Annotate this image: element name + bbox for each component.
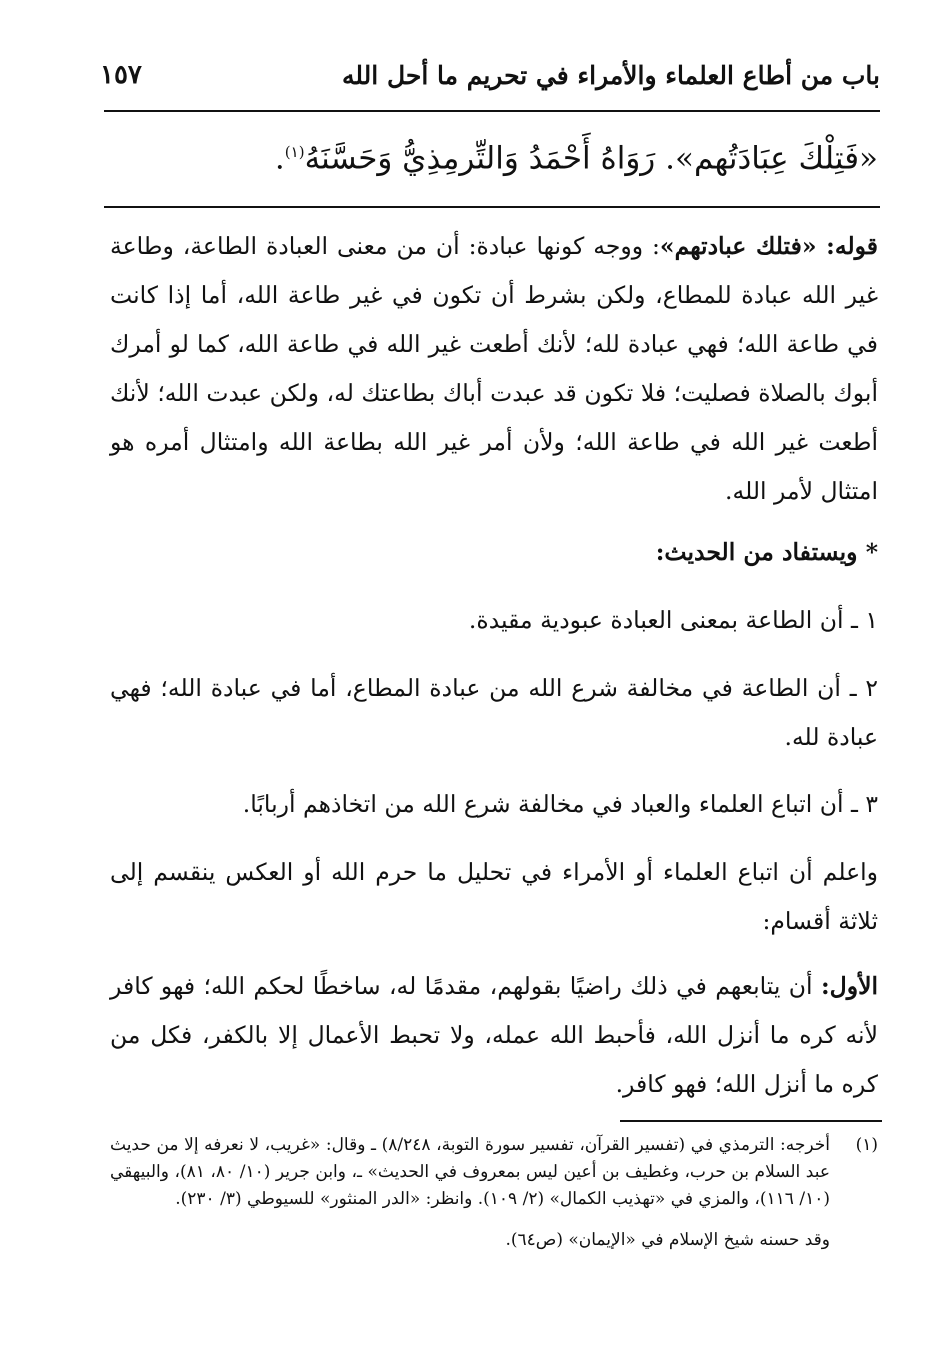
hadith-rule <box>104 206 880 208</box>
first-category-lead: الأول: <box>820 972 878 1000</box>
hadith-text <box>110 128 878 182</box>
hadith-end: . <box>274 140 285 177</box>
benefits-heading: * ويستفاد من الحديث: <box>655 538 878 566</box>
commentary-lead: قوله: «فتلك عبادتهم» <box>659 232 878 260</box>
division-paragraph: واعلم أن اتباع العلماء أو الأمراء في تحليل ما حرم الله أو العكس ينقسم إلى ثلاثة أقسام: <box>110 858 878 935</box>
page-number: ١٥٧ <box>100 60 142 90</box>
footnote-text: أخرجه: الترمذي في (تفسير القرآن، تفسير سورة التوبة، ٨/٢٤٨) ـ وقال: «غريب، لا نعرفه إلا من حديث عبد السلام بن حرب، وغطيف بن أعين ليس بمعروف في الحديث» ـ، وابن جرير (١٠/ ٨٠، ٨١)، والبيهقي (١٠/ ١١٦)، والمزي في «تهذيب الكمال» (٢/ ١٠٩). وانظر: «الدر المنثور» للسيوطي (٣/ ٢٣٠). <box>110 1135 831 1209</box>
benefit-item-1: ١ ـ أن الطاعة بمعنى العبادة عبودية مقيدة. <box>468 606 878 634</box>
hadith-body: «فَتِلْكَ عِبَادَتُهم». رَوَاهُ أَحْمَدُ وَالتِّرمِذِيُّ وَحَسَّنَهُ <box>304 140 878 177</box>
benefit-item-3: ٣ ـ أن اتباع العلماء والعباد في مخالفة شرع الله من اتخاذهم أربابًا. <box>242 790 878 818</box>
footnote-rule <box>620 1120 882 1122</box>
header-rule <box>104 110 880 112</box>
running-header <box>100 52 880 98</box>
footnote-number: (١) <box>855 1135 878 1155</box>
commentary-text: : ووجه كونها عبادة: أن من معنى العبادة الطاعة، وطاعة غير الله عبادة للمطاع، ولكن بشرط أن تكون في غير طاعة الله، أما إذا كانت في طاعة الله؛ فهي عبادة لله؛ لأنك أطعت غير الله في طاعة الله، كما لو أمرك أبوك بالصلاة فصليت؛ فلا تكون قد عبدت أباك بطاعتك له، ولكن عبدت الله؛ لأنك أطعت غير الله في طاعة الله؛ ولأن أمر غير الله بطاعة الله وامتثال أمره هو امتثال لأمر الله. <box>110 232 878 505</box>
footnote-mark: (١) <box>284 143 305 161</box>
footnote <box>110 1132 878 1254</box>
footnote-extra: وقد حسنه شيخ الإسلام في «الإيمان» (ص٦٤). <box>505 1230 830 1250</box>
first-category-text: أن يتابعهم في ذلك راضيًا بقولهم، مقدمًا له، ساخطًا لحكم الله؛ فهو كافر لأنه كره ما أنزل الله، فأحبط الله عمله، ولا تحبط الأعمال إلا بالكفر، فكل من كره ما أنزل الله؛ فهو كافر. <box>110 972 878 1098</box>
benefit-item-2: ٢ ـ أن الطاعة في مخالفة شرع الله من عبادة المطاع، أما في عبادة الله؛ فهي عبادة لله. <box>110 674 878 751</box>
chapter-title: باب من أطاع العلماء والأمراء في تحريم ما أحل الله <box>342 60 880 90</box>
first-category-paragraph <box>110 962 878 1109</box>
commentary-paragraph <box>110 222 878 516</box>
